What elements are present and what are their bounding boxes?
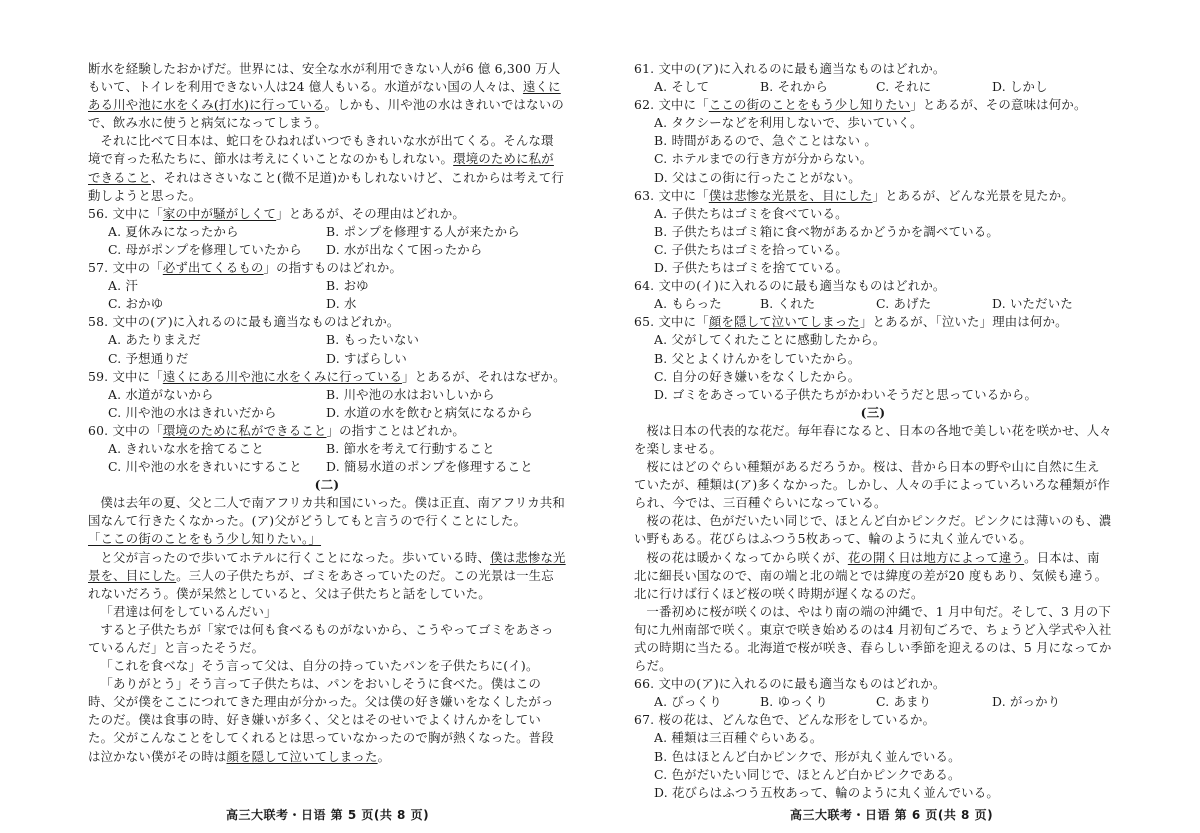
- option-d: D. すばらしい: [326, 350, 407, 366]
- option-b: B. 子供たちはゴミ箱に食べ物があるかどうかを調べている。: [654, 223, 999, 239]
- option-a: A. 種類は三百種ぐらいある。: [654, 730, 823, 746]
- passage-2-para-5: 「ありがとう」そう言って子供たちは、パンをおいしそうに食べた。僕はこの時、父が僕をここにつれてきた理由が分かった。父は僕の好き嫌いをなくしたがったのだ。僕は食事の時、好き嫌いが多く、父とはそのせいでよくけんかをしていた。父がこんなことをしてくれるとは思っていなかったので胸が熱くなった。普段は泣かない僕がその時は顔を隠して泣いてしまった。: [88, 676, 554, 764]
- question-63: 63. 文中に「僕は悲惨な光景を、目にした」とあるが、どんな光景を見たか。 A. 子供たちはゴミを食べている。 B. 子供たちはゴミ箱に食べ物があるかどうかを調べている。 C. 子供たちはゴミを拾っている。 D. 子供たちはゴミを捨てている。: [634, 187, 1112, 277]
- passage-3-para-4: 桜の花は暖かくなってから咲くが、花の開く日は地方によって違う。日本は、南北に細長い国なので、南の端と北の端とでは緯度の差が20 度もあり、気候も違う。北に行けば行くほど桜の咲く時期が遅くなるのだ。: [634, 549, 1108, 601]
- option-b: B. もったいない: [326, 332, 420, 348]
- option-a: A. そして: [654, 79, 710, 95]
- passage-3-para-3: 桜の花は、色がだいたい同じで、ほとんど白かピンクだ。ピンクには薄いのも、濃い野もある。花びらはふつう5枚あって、輪のように丸く並んでいる。: [634, 513, 1112, 547]
- option-d: D. 水が出なくて困ったから: [326, 241, 483, 257]
- option-d: D. 水道の水を飲むと病気になるから: [326, 404, 533, 420]
- option-c: C. 予想通りだ: [108, 350, 189, 366]
- passage-1-para-1: 断水を経験したおかげだ。世界には、安全な水が利用できない人が6 億 6,300 万人もいて、トイレを利用できない人は24 億人もいる。水道がない国の人々は、遠くにある川や池に水をくみ(打水)に行っている。しかも、川や池の水はきれいではないので、飲み水に使うと病気になってしまう。: [88, 61, 564, 131]
- passage-1-para-2: それに比べて日本は、蛇口をひねればいつでもきれいな水が出てくる。そんな環境で育った私たちに、節水は考えにくいことなのかもしれない。環境のために私ができること、それはささいなこと(微不足道)かもしれないけど、これからは考えて行動しようと思った。: [88, 133, 564, 203]
- option-a: A. もらった: [654, 296, 722, 312]
- option-b: B. おゆ: [326, 278, 369, 294]
- option-b: B. 川や池の水はおいしいから: [326, 386, 495, 402]
- option-d: D. 簡易水道のポンプを修理すること: [326, 459, 533, 475]
- question-56: 56. 文中に「家の中が騒がしくて」とあるが、その理由はどれか。 A. 夏休みになったから B. ポンプを修理する人が来たから C. 母がポンプを修理していたから D. 水が出なくて困ったから: [88, 205, 566, 259]
- option-b: B. 時間があるので、急ぐことはない 。: [654, 133, 877, 149]
- option-c: C. 自分の好き嫌いをなくしたから。: [654, 368, 861, 384]
- option-b: B. くれた: [760, 296, 816, 312]
- option-d: D. しかし: [992, 79, 1048, 95]
- question-67: 67. 桜の花は、どんな色で、どんな形をしているか。 A. 種類は三百種ぐらいある。 B. 色はほとんど白かピンクで、形が丸く並んでいる。 C. 色がだいたい同じで、ほとんど白かピンクである。 D. 花びらはふつう五枚あって、輪のように丸く並んでいる。: [634, 711, 1112, 801]
- question-57: 57. 文中の「必ず出てくるもの」の指すものはどれか。 A. 汗 B. おゆ C. おかゆ D. 水: [88, 259, 566, 313]
- question-60: 60. 文中の「環境のために私ができること」の指すことはどれか。 A. きれいな水を捨てること B. 節水を考えて行動すること C. 川や池の水をきれいにすること D. 簡易水道のポンプを修理すること: [88, 422, 566, 476]
- passage-3-para-1: 桜は日本の代表的な花だ。毎年春になると、日本の各地で美しい花を咲かせ、人々を楽しませる。: [634, 422, 1112, 456]
- option-d: D. 子供たちはゴミを捨てている。: [654, 260, 849, 276]
- option-a: A. 父がしてくれたことに感動したから。: [654, 332, 886, 348]
- option-b: B. 父とよくけんかをしていたから。: [654, 350, 861, 366]
- option-a: A. 汗: [108, 278, 139, 294]
- question-61: 61. 文中の(ア)に入れるのに最も適当なものはどれか。 A. そして B. それから C. それに D. しかし: [634, 60, 1112, 96]
- option-b: B. ゆっくり: [760, 694, 828, 710]
- left-column: [88, 60, 566, 766]
- option-b: B. ポンプを修理する人が来たから: [326, 223, 520, 239]
- option-d: D. 水: [326, 296, 357, 312]
- question-59: 59. 文中に「遠くにある川や池に水をくみに行っている」とあるが、それはなぜか。 A. 水道がないから B. 川や池の水はおいしいから C. 川や池の水はきれいだから D. 水道の水を飲むと病気になるから: [88, 368, 566, 422]
- option-a: A. 夏休みになったから: [108, 223, 239, 239]
- option-b: B. 色はほとんど白かピンクで、形が丸く並んでいる。: [654, 748, 961, 764]
- question-66: 66. 文中の(ア)に入れるのに最も適当なものはどれか。 A. びっくり B. ゆっくり C. あまり D. がっかり: [634, 675, 1112, 711]
- option-c: C. 色がだいたい同じで、ほとんど白かピンクである。: [654, 766, 961, 782]
- option-a: A. 子供たちはゴミを食べている。: [654, 205, 848, 221]
- right-column: [634, 60, 1112, 802]
- option-c: C. おかゆ: [108, 296, 164, 312]
- option-c: C. 母がポンプを修理していたから: [108, 241, 302, 257]
- option-c: C. 川や池の水はきれいだから: [108, 404, 277, 420]
- option-a: A. びっくり: [654, 694, 722, 710]
- page-footer-left: 高三大联考・日语 第 5 页(共 8 页): [226, 808, 430, 822]
- passage-3-para-5: 一番初めに桜が咲くのは、やはり南の端の沖縄で、1 月中旬だ。そして、3 月の下旬に九州南部で咲く。東京で咲き始めるのは4 月初旬ごろで、ちょうど入学式や入社式の時期に当たる。北海道で桜が咲き、春らしい季節を迎えるのは、5 月になってからだ。: [634, 603, 1112, 674]
- question-62: 62. 文中に「ここの街のことをもう少し知りたい」とあるが、その意味は何か。 A. タクシーなどを利用しないで、歩いていく。 B. 時間があるので、急ぐことはない 。 C. ホテルまでの行き方が分からない。 D. 父はこの街に行ったことがない。: [634, 96, 1112, 186]
- option-d: D. ゴミをあさっている子供たちがかわいそうだと思っているから。: [654, 386, 1038, 402]
- section-heading-2: (二): [314, 477, 340, 493]
- option-c: C. あまり: [876, 694, 932, 710]
- question-58: 58. 文中の(ア)に入れるのに最も適当なものはどれか。 A. あたりまえだ B. もったいない C. 予想通りだ D. すばらしい: [88, 313, 566, 367]
- passage-2-para-4: 「これを食べな」そう言って父は、自分の持っていたパンを子供たちに(イ)。: [100, 658, 539, 674]
- option-d: D. いただいた: [992, 296, 1073, 312]
- option-c: C. ホテルまでの行き方が分からない。: [654, 151, 873, 167]
- passage-2-quote-2: 「君達は何をしているんだい」: [100, 603, 277, 619]
- option-d: D. がっかり: [992, 694, 1061, 710]
- option-c: C. それに: [876, 79, 932, 95]
- option-d: D. 花びらはふつう五枚あって、輪のように丸く並んでいる。: [654, 784, 999, 800]
- option-d: D. 父はこの街に行ったことがない。: [654, 169, 861, 185]
- passage-2-para-3: すると子供たちが「家では何も食べるものがないから、こうやってゴミをあさっているんだ」と言ったそうだ。: [88, 621, 554, 655]
- section-heading-3: (三): [860, 404, 886, 420]
- option-a: A. 水道がないから: [108, 386, 214, 402]
- option-c: C. 子供たちはゴミを拾っている。: [654, 241, 848, 257]
- passage-2-para-1: 僕は去年の夏、父と二人で南アフリカ共和国にいった。僕は正直、南アフリカ共和国なんて行きたくなかった。(ア)父がどうしてもと言うので行くことにした。: [88, 495, 566, 529]
- question-65: 65. 文中に「顔を隠して泣いてしまった」とあるが、「泣いた」理由は何か。 A. 父がしてくれたことに感動したから。 B. 父とよくけんかをしていたから。 C. 自分の好き嫌いをなくしたから。 D. ゴミをあさっている子供たちがかわいそうだと思っているから。: [634, 313, 1112, 403]
- passage-2-quote-1: 「ここの街のことをもう少し知りたい。」: [88, 531, 322, 547]
- page-footer-right: 高三大联考・日语 第 6 页(共 8 页): [790, 808, 994, 822]
- question-64: 64. 文中の(イ)に入れるのに最も適当なものはどれか。 A. もらった B. くれた C. あげた D. いただいた: [634, 277, 1112, 313]
- option-b: B. 節水を考えて行動すること: [326, 440, 495, 456]
- option-a: A. あたりまえだ: [108, 332, 201, 348]
- passage-3-para-2: 桜にはどのぐらい種類があるだろうか。桜は、昔から日本の野や山に自然に生えていたが、種類は(ア)多くなかった。しかし、人々の手によっていろいろな種類が作られ、今では、三百種ぐらいになっている。: [634, 459, 1110, 511]
- passage-2-para-2: と父が言ったので歩いてホテルに行くことになった。歩いている時、僕は悲惨な光景を、目にした。三人の子供たちが、ゴミをあさっていたのだ。この光景は一生忘れないだろう。僕が呆然としていると、父は子供たちと話をしていた。: [88, 549, 566, 601]
- option-a: A. きれいな水を捨てること: [108, 440, 264, 456]
- option-c: C. 川や池の水をきれいにすること: [108, 459, 302, 475]
- option-c: C. あげた: [876, 296, 932, 312]
- option-b: B. それから: [760, 79, 828, 95]
- option-a: A. タクシーなどを利用しないで、歩いていく。: [654, 115, 923, 131]
